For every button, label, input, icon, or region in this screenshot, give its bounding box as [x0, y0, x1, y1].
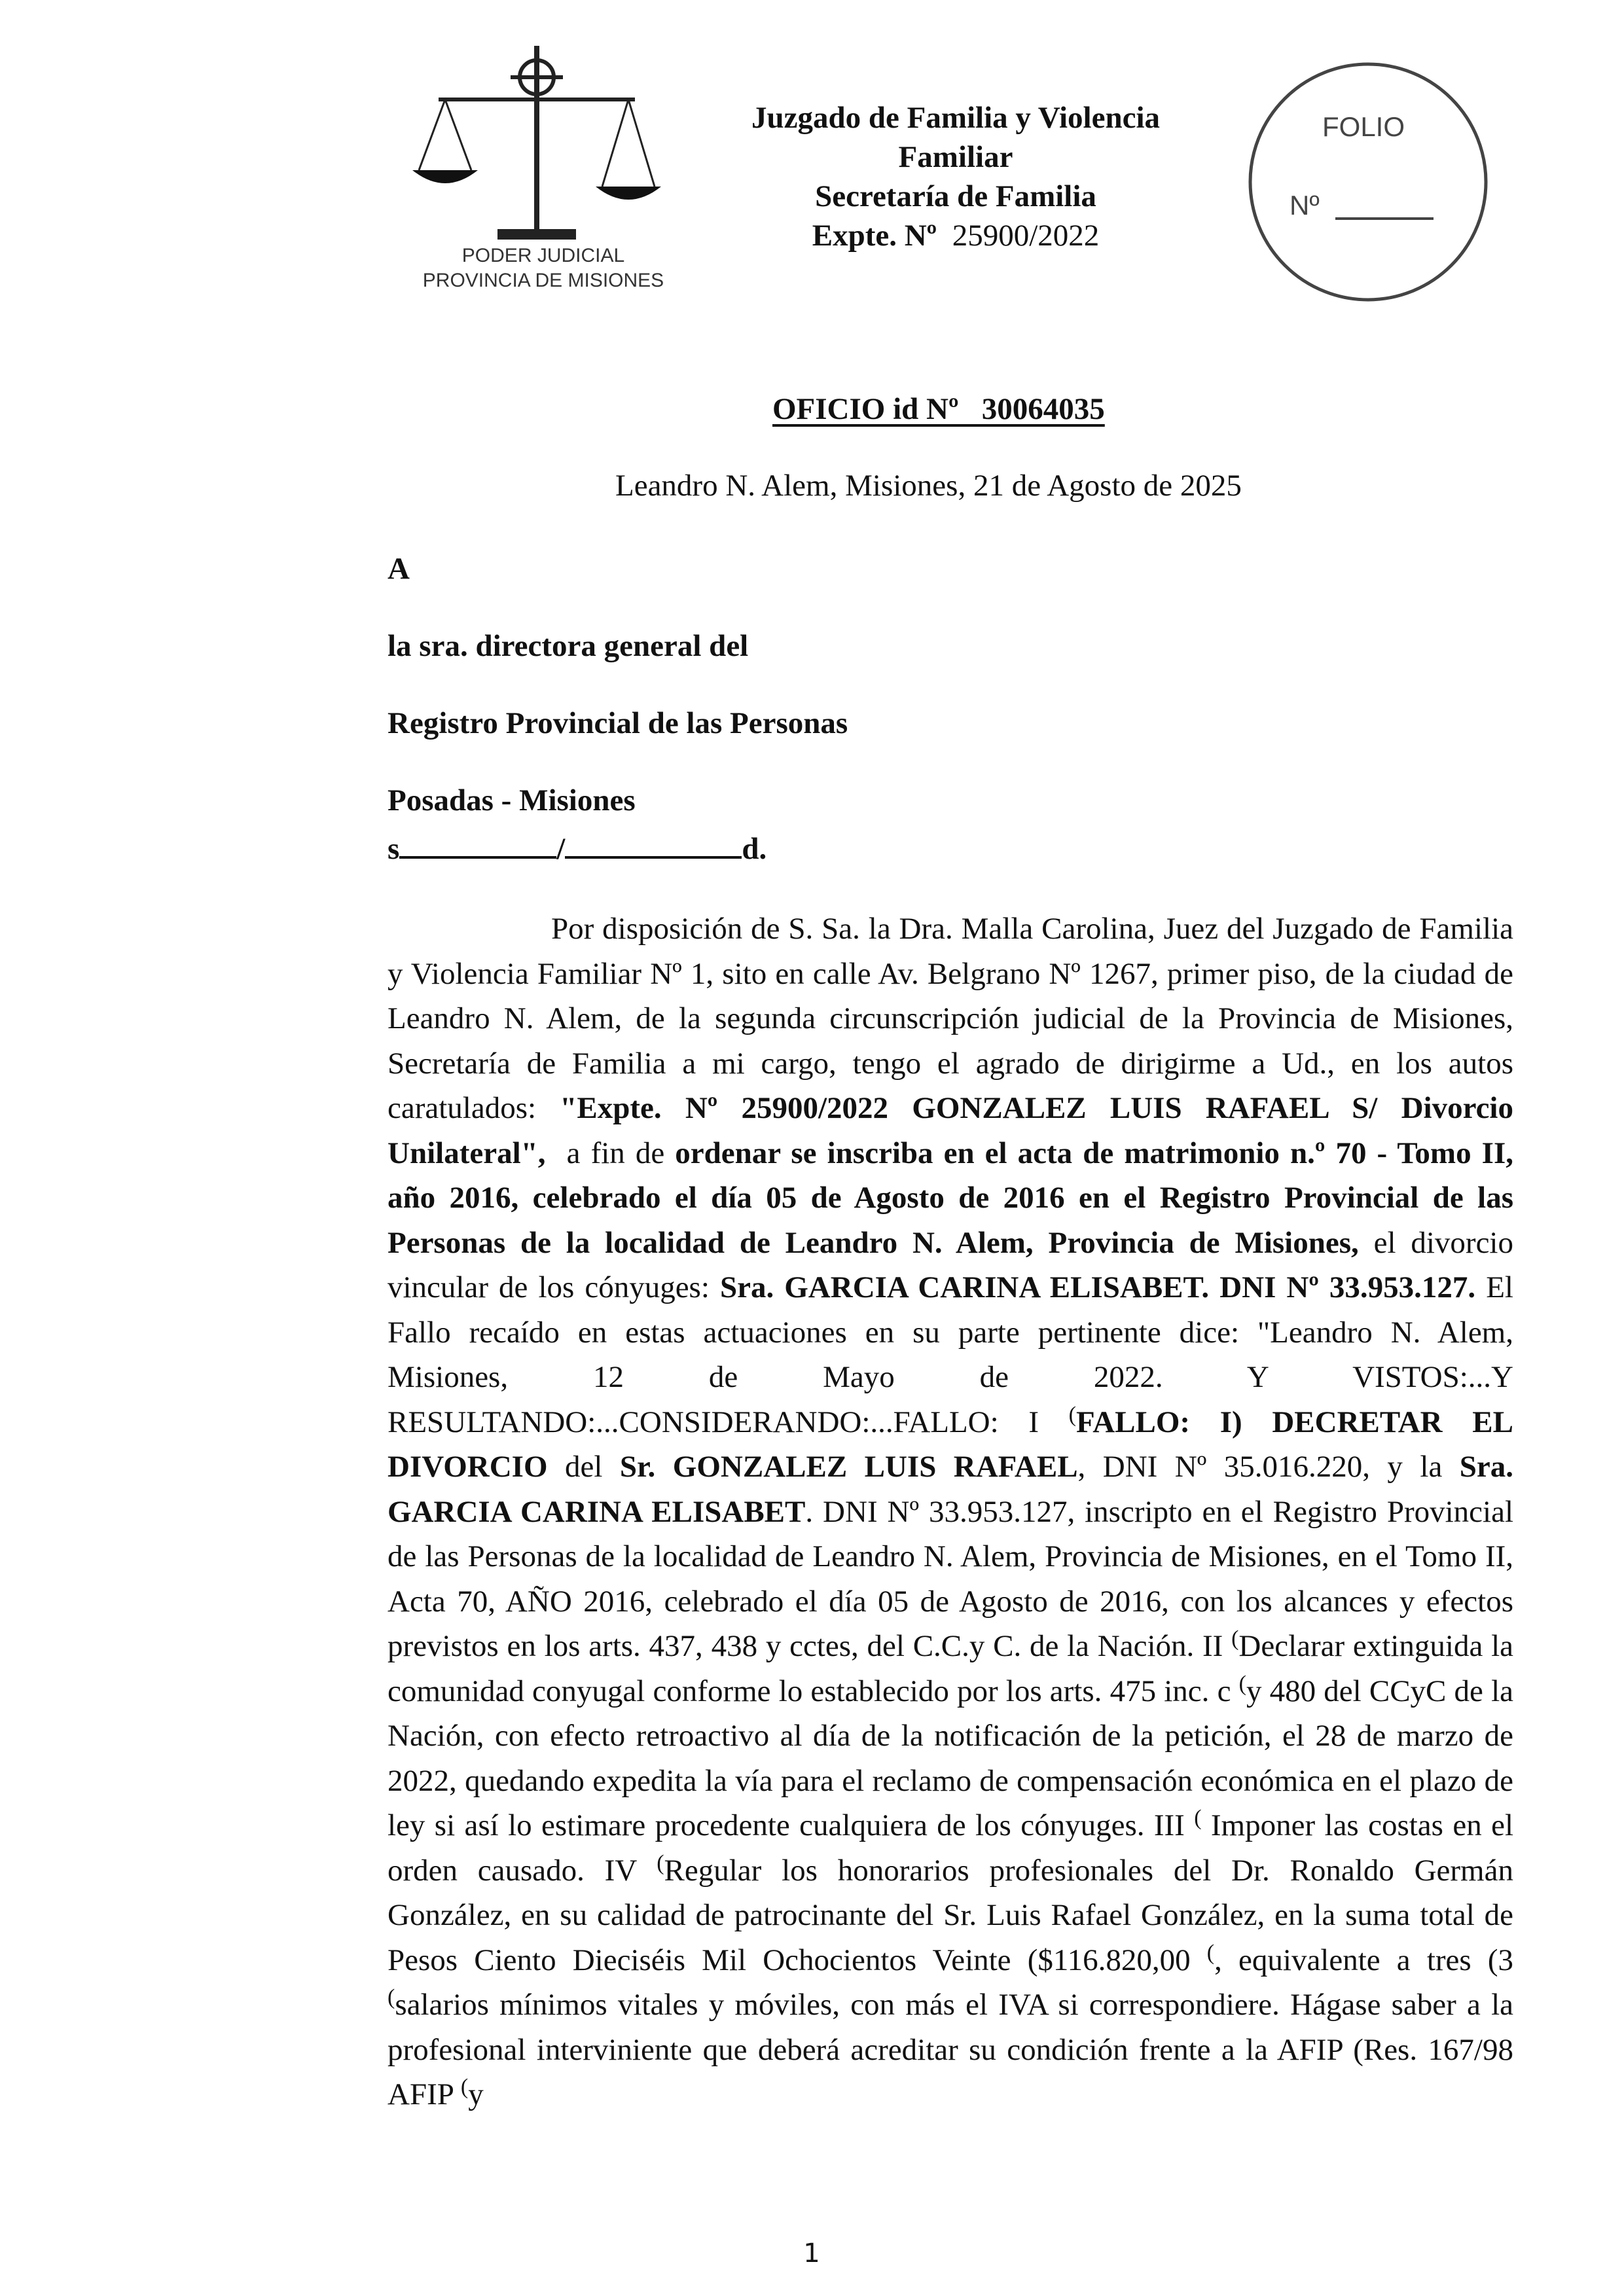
secretaria-name: Secretaría de Familia: [815, 179, 1096, 213]
paren-mark: (: [388, 1985, 395, 2009]
body-text: y: [468, 2077, 484, 2111]
sd-s: s: [388, 832, 400, 866]
expediente-number: 25900/2022: [952, 219, 1100, 253]
body-text: Imponer las costas en el orden causado. IV: [388, 1808, 1513, 1888]
logo-line1: PODER JUDICIAL: [461, 245, 625, 266]
oficio-title: OFICIO id Nº 30064035: [772, 392, 1105, 426]
oficio-body: [388, 906, 1513, 2117]
paren-mark: (: [1206, 1940, 1215, 1965]
sd-blank-1: [399, 827, 556, 859]
folio-stamp: [1244, 58, 1492, 306]
folio-number-label: Nº: [1290, 190, 1320, 221]
body-text: El Fallo recaído en estas actuaciones en su parte pertinente dice: "Leandro N. Alem, Misiones, 12 de Mayo de 2022. Y VISTOS:...Y RESULTANDO:...CONSIDERANDO:...FALLO: I: [388, 1270, 1513, 1439]
paren-mark: (: [460, 2075, 469, 2099]
body-bold: FALLO: I) DECRETAR EL DIVORCIO: [388, 1405, 1513, 1484]
body-text: . DNI Nº 33.953.127, inscripto en el Registro Provincial de las Personas de la localidad de Leandro N. Alem, Provincia de Misiones, en el Tomo II, Acta 70, AÑO 2016, celebrado el día 05 de Agosto de 2016, con los alcances y efectos previstos en los arts. 437, 438 y cctes, del C.C.y C. de la Nación. II: [388, 1494, 1514, 1663]
addressee-line1: la sra. directora general del: [388, 629, 749, 663]
addressee-a: A: [388, 552, 410, 586]
body-bold: ordenar se inscriba en el acta de matrimonio n.º 70 - Tomo II, año 2016, celebrado el día 05 de Agosto de 2016 en el Registro Provincial de las Personas de la localidad de Leandro N. Alem, Provincia de Misiones,: [388, 1136, 1513, 1260]
page-number: 1: [803, 2238, 820, 2269]
su-despacho-line: [388, 827, 767, 867]
body-text: Regular los honorarios profesionales del Dr. Ronaldo Germán González, en su calidad de patrocinante del Sr. Luis Rafael González, en la suma total de Pesos Ciento Dieciséis Mil Ochocientos Veinte ($116.820,00: [388, 1853, 1513, 1977]
paren-mark: (: [1068, 1402, 1076, 1427]
body-text: a fin de: [545, 1136, 676, 1170]
sd-blank-2: [565, 827, 742, 859]
body-text: y 480 del CCyC de la Nación, con efecto retroactivo al día de la notificación de la petición, el 28 de marzo de 2022, quedando expedita la vía para el reclamo de compensación económica en el plazo de ley si así lo estimare procedente cualquiera de los cónyuges. III: [388, 1674, 1513, 1842]
sd-d: d.: [742, 832, 767, 866]
addressee-line3: Posadas - Misiones: [388, 783, 636, 817]
court-header: [694, 98, 1218, 255]
body-text: el divorcio vincular de los cónyuges:: [388, 1225, 1513, 1304]
body-bold: "Expte. Nº 25900/2022 GONZALEZ LUIS RAFAEL S/ Divorcio Unilateral",: [388, 1091, 1513, 1170]
body-text: del: [547, 1450, 620, 1484]
sd-slash: /: [556, 832, 566, 866]
expediente-line: [694, 216, 1218, 255]
expediente-label: Expte. Nº: [812, 219, 937, 253]
body-text: salarios mínimos vitales y móviles, con más el IVA si correspondiere. Hágase saber a la profesional interviniente que deberá acreditar su condición frente a la AFIP (Res. 167/98 AFIP: [388, 1988, 1513, 2111]
poder-judicial-logo: [399, 39, 687, 295]
court-name-line1: Juzgado de Familia y Violencia: [751, 101, 1161, 135]
paren-mark: (: [1231, 1626, 1239, 1651]
body-text: , equivalente a tres (3: [1214, 1943, 1513, 1977]
date-line: Leandro N. Alem, Misiones, 21 de Agosto de 2025: [615, 469, 1242, 503]
addressee-line2: Registro Provincial de las Personas: [388, 706, 848, 740]
logo-line2: PROVINCIA DE MISIONES: [422, 270, 664, 291]
folio-label: FOLIO: [1322, 111, 1405, 142]
body-text: , DNI Nº 35.016.220, y la: [1077, 1450, 1460, 1484]
body-bold: Sra. GARCIA CARINA ELISABET. DNI Nº 33.953.127.: [719, 1270, 1476, 1304]
body-bold: Sr. GONZALEZ LUIS RAFAEL: [619, 1450, 1078, 1484]
body-bold: Sra. GARCIA CARINA ELISABET: [388, 1450, 1514, 1529]
court-name-line2: Familiar: [898, 140, 1013, 174]
body-text: Declarar extinguida la comunidad conyugal conforme lo establecido por los arts. 475 inc. c: [388, 1629, 1513, 1708]
paren-mark: (: [657, 1850, 664, 1875]
scales-of-justice-icon: [399, 39, 687, 295]
body-text: Por disposición de S. Sa. la Dra. Malla Carolina, Juez del Juzgado de Familia y Violencia Familiar Nº 1, sito en calle Av. Belgrano Nº 1267, primer piso, de la ciudad de Leandro N. Alem, de la segunda circunscripción judicial de la Provincia de Misiones, Secretaría de Familia a mi cargo, tengo el agrado de dirigirme a Ud., en los autos caratulados:: [388, 912, 1513, 1125]
paren-mark: (: [1194, 1806, 1202, 1830]
paren-mark: (: [1238, 1671, 1246, 1696]
